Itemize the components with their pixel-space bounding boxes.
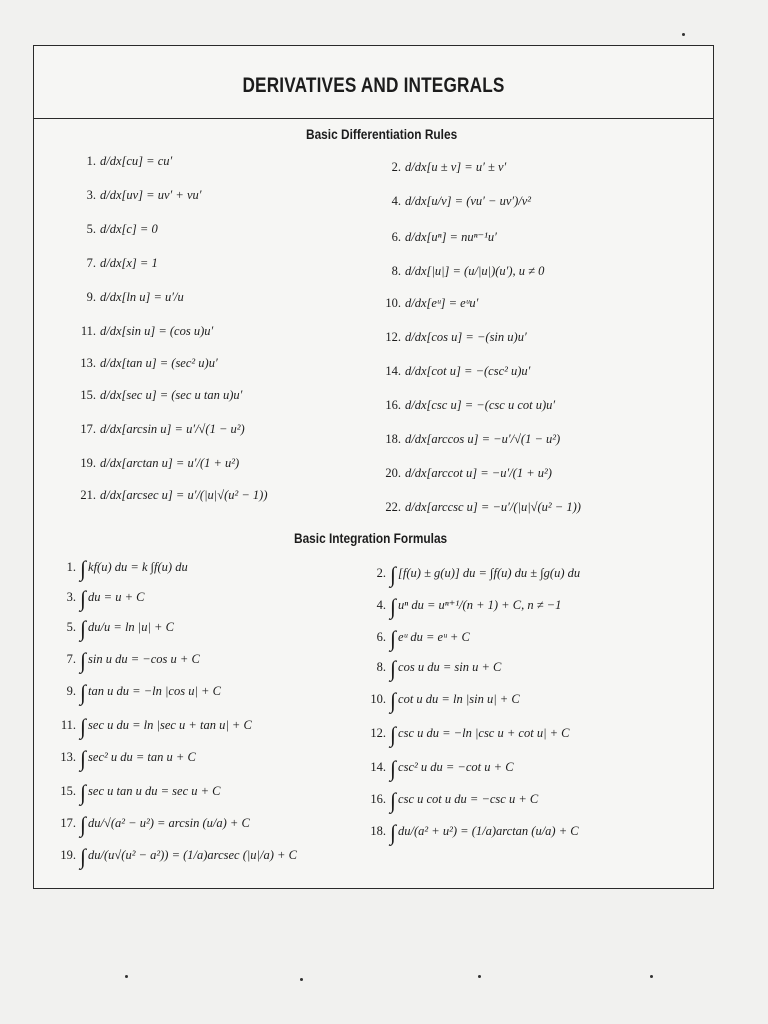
formula-i10: 10. ∫ cot u du = ln |sin u| + C <box>370 688 520 713</box>
formula-d4: 4. d/dx[u/v] = (vu′ − uv′)/v² <box>391 194 532 208</box>
formula-i12: 12. ∫ csc u du = −ln |csc u + cot u| + C <box>370 722 570 747</box>
formula-i11: 11. ∫ sec u du = ln |sec u + tan u| + C <box>60 714 252 739</box>
scan-speck <box>682 33 685 36</box>
formula-d9: 9. d/dx[ln u] = u′/u <box>86 290 184 304</box>
formula-d2: 2. d/dx[u ± v] = u′ ± v′ <box>391 160 507 174</box>
formula-i8: 8. ∫ cos u du = sin u + C <box>376 656 502 681</box>
formula-i1: 1. ∫ kf(u) du = k ∫f(u) du <box>66 556 188 581</box>
formula-d20: 20. d/dx[arccot u] = −u′/(1 + u²) <box>385 466 552 480</box>
scan-speck <box>478 975 481 978</box>
formula-i9: 9. ∫ tan u du = −ln |cos u| + C <box>66 680 221 705</box>
formula-i3: 3. ∫ du = u + C <box>66 586 145 611</box>
formula-i2: 2. ∫ [f(u) ± g(u)] du = ∫f(u) du ± ∫g(u) du <box>376 562 581 587</box>
formula-d7: 7. d/dx[x] = 1 <box>86 256 158 270</box>
section-title-integration: Basic Integration Formulas <box>294 531 448 546</box>
formula-d3: 3. d/dx[uv] = uv′ + vu′ <box>86 188 202 202</box>
formula-sheet <box>33 45 714 889</box>
formula-i5: 5. ∫ du/u = ln |u| + C <box>66 616 174 641</box>
formula-d1: 1. d/dx[cu] = cu′ <box>86 154 173 168</box>
formula-i6: 6. ∫ eᵘ du = eᵘ + C <box>376 626 470 651</box>
page-title: DERIVATIVES AND INTEGRALS <box>242 74 505 97</box>
formula-d19: 19. d/dx[arctan u] = u′/(1 + u²) <box>80 456 240 470</box>
formula-i14: 14. ∫ csc² u du = −cot u + C <box>370 756 514 781</box>
formula-d16: 16. d/dx[csc u] = −(csc u cot u)u′ <box>385 398 556 412</box>
formula-d11: 11. d/dx[sin u] = (cos u)u′ <box>80 324 214 338</box>
formula-d13: 13. d/dx[tan u] = (sec² u)u′ <box>80 356 218 370</box>
section-title-differentiation: Basic Differentiation Rules <box>306 127 458 142</box>
formula-i18: 18. ∫ du/(a² + u²) = (1/a)arctan (u/a) + C <box>370 820 579 845</box>
formula-d17: 17. d/dx[arcsin u] = u′/√(1 − u²) <box>80 422 245 436</box>
formula-d15: 15. d/dx[sec u] = (sec u tan u)u′ <box>80 388 243 402</box>
scan-speck <box>125 975 128 978</box>
scan-speck <box>300 978 303 981</box>
formula-d6: 6. d/dx[uⁿ] = nuⁿ⁻¹u′ <box>391 230 497 244</box>
formula-d5: 5. d/dx[c] = 0 <box>86 222 158 236</box>
formula-i15: 15. ∫ sec u tan u du = sec u + C <box>60 780 221 805</box>
formula-i7: 7. ∫ sin u du = −cos u + C <box>66 648 200 673</box>
formula-i13: 13. ∫ sec² u du = tan u + C <box>60 746 196 771</box>
formula-d18: 18. d/dx[arccos u] = −u′/√(1 − u²) <box>385 432 561 446</box>
formula-d10: 10. d/dx[eᵘ] = eᵘu′ <box>385 296 479 310</box>
title-band <box>34 46 713 119</box>
formula-i19: 19. ∫ du/(u√(u² − a²)) = (1/a)arcsec (|u|/a) + C <box>60 844 297 869</box>
formula-i16: 16. ∫ csc u cot u du = −csc u + C <box>370 788 539 813</box>
formula-d12: 12. d/dx[cos u] = −(sin u)u′ <box>385 330 527 344</box>
formula-d22: 22. d/dx[arccsc u] = −u′/(|u|√(u² − 1)) <box>385 500 581 514</box>
formula-d8: 8. d/dx[|u|] = (u/|u|)(u′), u ≠ 0 <box>391 264 545 278</box>
formula-d21: 21. d/dx[arcsec u] = u′/(|u|√(u² − 1)) <box>80 488 268 502</box>
scan-speck <box>650 975 653 978</box>
formula-i4: 4. ∫ uⁿ du = uⁿ⁺¹/(n + 1) + C, n ≠ −1 <box>376 594 562 619</box>
formula-i17: 17. ∫ du/√(a² − u²) = arcsin (u/a) + C <box>60 812 250 837</box>
formula-d14: 14. d/dx[cot u] = −(csc² u)u′ <box>385 364 531 378</box>
